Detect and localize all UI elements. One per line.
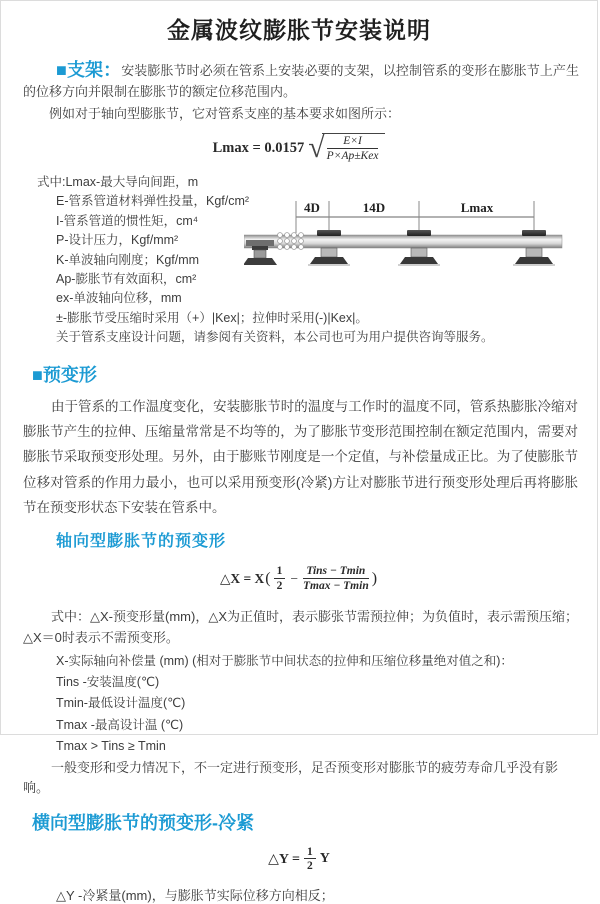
pipe-anchor: [244, 240, 277, 265]
dim-label-14d: 14D: [362, 200, 386, 215]
variable-line: Tmax > Tins ≥ Tmin: [56, 738, 166, 753]
variable-line: ex-单波轴向位移，mm: [56, 291, 182, 306]
formula-lmax: [1, 133, 597, 163]
support-example-line: 例如对于轴向型膨胀节，它对管系支座的基本要求如图所示：: [49, 106, 401, 121]
formula-lmax-denominator: P×Ap±Kex: [326, 150, 379, 162]
formula-dx-temp-num: Tins − Tmin: [303, 565, 369, 579]
close-paren: ): [371, 569, 378, 587]
variable-line: Tins -安装温度(℃): [56, 674, 160, 689]
formula-lmax-numerator: E×I: [327, 135, 379, 149]
variable-line: E-管系管道材料弹性投量，Kgf/cm²: [56, 194, 250, 209]
axial-subheading: 轴向型膨胀节的预变形: [56, 532, 227, 550]
support-section-heading: ■支架：: [56, 60, 122, 80]
axial-remark-line: 一般变形和受力情况下，不一定进行预变形，足否预变形对膨胀节的疲劳寿命几乎没有影响。: [23, 760, 559, 796]
predeform-paragraph: 由于管系的工作温度变化，安装膨胀节时的温度与工作时的温度不同，管系热膨胀冷缩对膨胀节产生的拉伸、压缩量常常是不均等的，为了膨胀节变形范围控制在额定范围内，需要对膨胀节采取预变形处理。另外，由于膨账节刚度是一个定值，与补偿量成正比。为了使膨胀节位移对管系的作用力最小，也可以采用预变形(冷紧)方让对膨胀节进行预变形处理后再将膨胀节在预变形状态下安装在管系中。: [23, 398, 578, 516]
formula-dy-lhs: △Y =: [268, 851, 300, 867]
radical-sign: √: [308, 131, 325, 164]
variable-line: K-单波轴向刚度；Kgf/mm: [56, 252, 200, 267]
minus-sign: −: [290, 570, 298, 586]
variable-line: X-实际轴向补偿量 (mm) (相对于膨胀节中间状态的拉伸和压缩位移量绝对值之和)：: [56, 653, 513, 668]
formula-dx-temp-den: Tmax − Tmin: [302, 579, 369, 592]
formula-dx-half-den: 2: [276, 579, 283, 592]
support-paragraph: [23, 60, 579, 102]
formula-dy-rhs: Y: [319, 851, 330, 867]
formula-dx-lhs: △X = X: [219, 570, 265, 586]
pipe-diagram-svg: [244, 193, 596, 277]
formula-lmax-radicand: [322, 133, 386, 162]
formula-delta-x: [1, 562, 597, 596]
support-intro-text: 安装膨胀节时必须在管系上安装必要的支架，以控制管系的变形在膨胀节上产生的位移方向并限制在膨胀节的额定位移范围内。: [23, 63, 579, 99]
variable-line: P-设计压力，Kgf/mm²: [56, 233, 179, 248]
axial-variable-list: [56, 651, 597, 757]
variable-line: ±-膨胀节受压缩时采用（+）|Kex|；拉伸时采用(-)|Kex|。: [56, 310, 368, 325]
variable-line: 式中:Lmax-最大导向间距，m: [37, 175, 199, 189]
variable-line: Tmax -最高设计温 (℃): [56, 717, 184, 732]
predeform-section-heading: ■预变形: [32, 364, 97, 385]
formula-dy-den: 2: [306, 860, 313, 873]
formula-delta-y: [1, 844, 597, 874]
formula-dx-half-num: 1: [274, 565, 286, 579]
support-note-line: 关于管系支座设计问题，请参阅有关资料，本公司也可为用户提供咨询等服务。: [56, 330, 494, 345]
lateral-subheading: 横向型膨胀节的预变形-冷紧: [32, 813, 254, 834]
formula-lmax-lhs: Lmax = 0.0157: [212, 139, 305, 156]
pipe-support-diagram: [244, 193, 596, 277]
page-title: 金属波纹膨胀节安装说明: [167, 17, 431, 43]
dim-label-4d: 4D: [304, 200, 320, 215]
axial-note-paragraph: 式中：△X-预变形量(mm)，△X为正值时，表示膨张节需预拉伸；为负值时，表示需预压缩；△X＝0时表示不需预变形。: [23, 608, 578, 645]
variable-line: Tmin-最低设计温度(℃): [56, 696, 186, 711]
dim-label-lmax: Lmax: [460, 200, 494, 215]
open-paren: (: [265, 569, 271, 587]
formula-dy-num: 1: [304, 846, 316, 860]
variable-line: I-管系管道的惯性矩，cm⁴: [56, 213, 199, 228]
variable-line: Ap-膨胀节有效面积，cm²: [56, 272, 197, 287]
lateral-note-line: △Y -冷紧量(mm)，与膨胀节实际位移方向相反；: [56, 888, 334, 904]
